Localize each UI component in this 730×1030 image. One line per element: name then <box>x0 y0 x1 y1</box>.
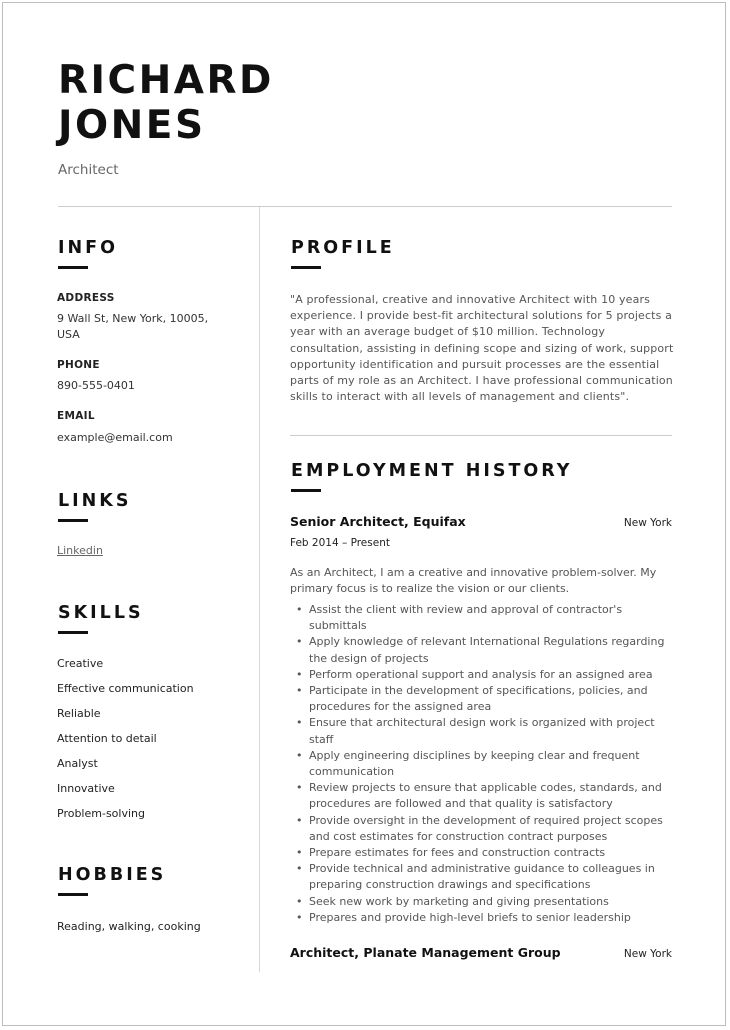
bullet-icon: • <box>296 910 303 924</box>
bullet-icon: • <box>296 684 303 698</box>
job-responsibilities <box>290 602 676 926</box>
employment-heading-underline <box>291 489 321 492</box>
job-location: New York <box>623 948 672 960</box>
info-heading: INFO <box>58 238 118 258</box>
list-item <box>290 894 676 910</box>
bullet-icon: • <box>296 846 303 860</box>
address-label: ADDRESS <box>57 292 115 304</box>
skill-item: Problem-solving <box>57 807 145 820</box>
candidate-name <box>58 58 274 148</box>
bullet-icon: • <box>296 603 303 616</box>
skill-item: Attention to detail <box>57 732 157 745</box>
bullet-icon: • <box>296 667 303 681</box>
email-value: example@email.com <box>57 431 173 444</box>
bullet-text: Prepares and provide high-level briefs to senior leadership <box>309 910 631 924</box>
list-item <box>290 748 676 780</box>
links-heading: LINKS <box>58 491 132 511</box>
phone-label: PHONE <box>57 359 100 371</box>
bullet-text: Seek new work by marketing and giving presentations <box>309 894 609 908</box>
job-title-senior-architect: Senior Architect, Equifax <box>290 514 466 529</box>
job-title-architect: Architect, Planate Management Group <box>290 945 561 960</box>
job-title: Architect <box>58 162 119 178</box>
list-item <box>290 715 676 747</box>
list-item <box>290 845 676 861</box>
job-dates: Feb 2014 – Present <box>290 537 390 549</box>
linkedin-link[interactable]: Linkedin <box>57 544 103 557</box>
bullet-text: Provide technical and administrative guidance to colleagues in preparing construction drawings and specifications <box>309 862 655 892</box>
list-item <box>290 683 676 715</box>
bullet-icon: • <box>296 716 303 730</box>
bullet-text: Assist the client with review and approval of contractor's submittals <box>309 603 623 633</box>
address-line1: 9 Wall St, New York, 10005, <box>57 312 209 325</box>
skill-item: Innovative <box>57 782 115 795</box>
profile-summary: "A professional, creative and innovative Architect with 10 years experience. I provide best-fit architectural solutions for 5 projects a year with an average budget of $10 million. Technology consultation, assisting in defining scope and sizing of work, support opportunity identification and pursuit processes are the essential parts of my role as an Architect. I have professional communication skills to interact with all levels of management and clients". <box>290 293 674 404</box>
skill-item: Creative <box>57 657 104 670</box>
bullet-icon: • <box>296 781 303 795</box>
list-item <box>290 780 676 812</box>
header-divider <box>58 206 672 207</box>
bullet-text: Participate in the development of specifications, policies, and procedures for the assigned area <box>309 684 648 714</box>
bullet-text: Prepare estimates for fees and construction contracts <box>309 846 606 860</box>
address-line2: USA <box>57 328 80 341</box>
list-item <box>290 910 676 926</box>
employment-heading: EMPLOYMENT HISTORY <box>291 461 573 481</box>
profile-heading-underline <box>291 266 321 269</box>
profile-heading: PROFILE <box>291 238 395 258</box>
list-item <box>290 602 676 634</box>
skill-item: Analyst <box>57 757 98 770</box>
job-description: As an Architect, I am a creative and innovative problem-solver. My primary focus is to realize the vision or our clients. <box>290 566 657 596</box>
first-name: RICHARD <box>58 58 274 103</box>
skills-heading: SKILLS <box>58 603 144 623</box>
list-item <box>290 813 676 845</box>
links-heading-underline <box>58 519 88 522</box>
info-heading-underline <box>58 266 88 269</box>
email-label: EMAIL <box>57 410 95 422</box>
bullet-icon: • <box>296 813 303 827</box>
bullet-text: Apply engineering disciplines by keeping clear and frequent communication <box>309 748 640 779</box>
skill-item: Reliable <box>57 707 101 720</box>
list-item <box>290 667 676 683</box>
column-divider <box>259 207 260 972</box>
job-location: New York <box>623 517 672 529</box>
bullet-text: Provide oversight in the development of required project scopes and cost estimates for construction contract purposes <box>309 813 663 843</box>
last-name: JONES <box>58 103 206 148</box>
bullet-icon: • <box>296 862 303 876</box>
bullet-icon: • <box>296 748 303 762</box>
hobbies-text: Reading, walking, cooking <box>57 920 201 933</box>
profile-divider <box>290 435 672 436</box>
bullet-text: Review projects to ensure that applicable codes, standards, and procedures are followed and that quality is satisfactory <box>309 781 662 811</box>
bullet-text: Apply knowledge of relevant International Regulations regarding the design of projects <box>309 635 665 665</box>
bullet-text: Ensure that architectural design work is organized with project staff <box>309 716 655 746</box>
skills-list <box>57 656 194 831</box>
bullet-icon: • <box>296 635 303 649</box>
bullet-text: Perform operational support and analysis for an assigned area <box>309 667 653 681</box>
bullet-icon: • <box>296 894 303 908</box>
hobbies-heading: HOBBIES <box>58 865 167 885</box>
list-item <box>290 861 676 893</box>
list-item <box>290 634 676 666</box>
phone-value: 890-555-0401 <box>57 379 135 392</box>
skill-item: Effective communication <box>57 682 194 695</box>
hobbies-heading-underline <box>58 893 88 896</box>
skills-heading-underline <box>58 631 88 634</box>
